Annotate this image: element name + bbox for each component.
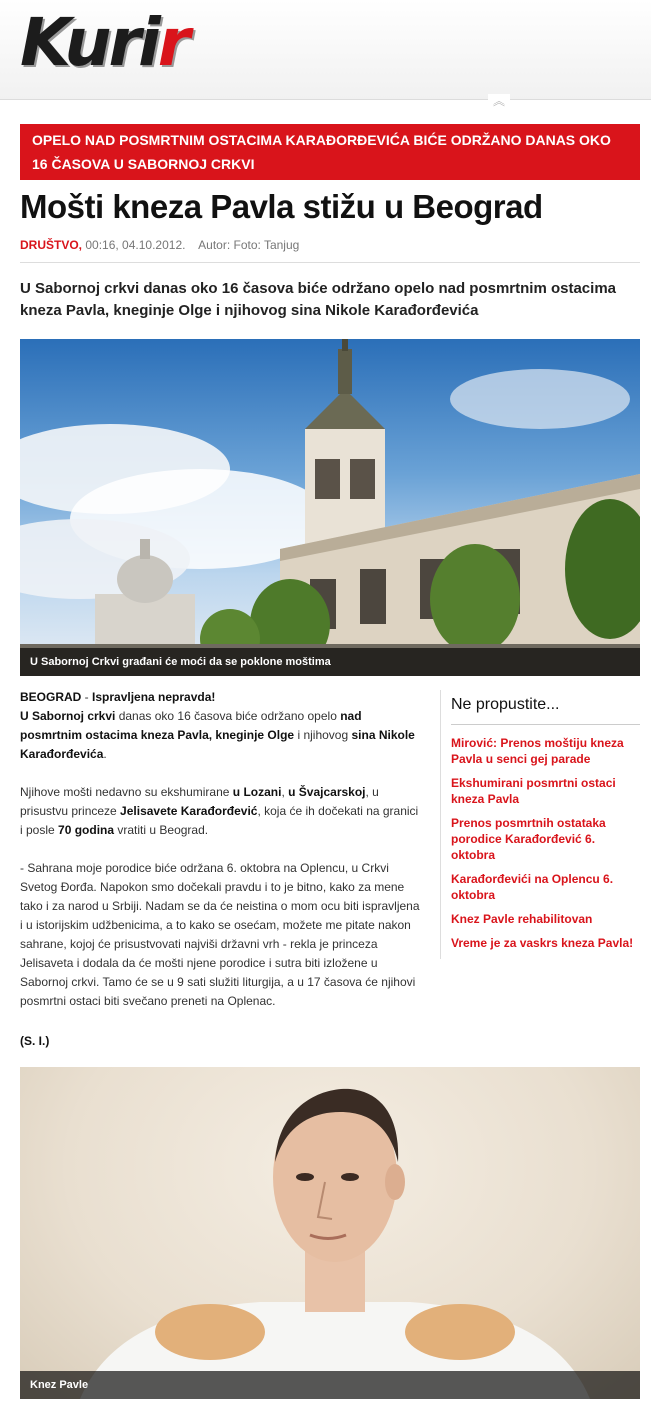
- related-link[interactable]: Vreme je za vaskrs kneza Pavla!: [451, 936, 634, 950]
- site-logo[interactable]: Kurir: [20, 4, 188, 81]
- article-author: Autor: Foto: Tanjug: [198, 238, 300, 252]
- sidebar-title: Ne propustite...: [451, 690, 640, 725]
- category-link[interactable]: DRUŠTVO,: [20, 238, 83, 252]
- portrait-illustration: [20, 1067, 640, 1399]
- related-sidebar: [440, 690, 640, 959]
- related-link[interactable]: Mirović: Prenos moštiju kneza Pavla u senci gej parade: [451, 736, 624, 766]
- paragraph-2: Njihove mošti nedavno su ekshumirane u Lozani, u Švajcarskoj, u prisustvu princeze Jelisavete Karađorđević, koja će ih dočekati na granici i posle 70 godina vratiti u Beograd.: [20, 785, 419, 837]
- related-link[interactable]: Ekshumirani posmrtni ostaci kneza Pavla: [451, 776, 616, 806]
- related-link[interactable]: Prenos posmrtnih ostataka porodice Karađorđević 6. oktobra: [451, 816, 606, 862]
- divider: [20, 262, 640, 263]
- collapse-header-icon[interactable]: ︽: [488, 94, 510, 108]
- article-lead: U Sabornoj crkvi danas oko 16 časova biće održano opelo nad posmrtnim ostacima kneza Pavla, kneginje Olge i njihovog sina Nikole Karađorđevića: [20, 280, 617, 319]
- related-link[interactable]: Knez Pavle rehabilitovan: [451, 912, 593, 926]
- cathedral-illustration: [20, 339, 640, 676]
- related-link[interactable]: Karađorđevići na Oplencu 6. oktobra: [451, 872, 614, 902]
- article-datetime: 00:16, 04.10.2012.: [85, 238, 186, 252]
- portrait-photo: [20, 1067, 640, 1399]
- article-body: [20, 688, 422, 1030]
- paragraph-3: - Sahrana moje porodice biće održana 6. oktobra na Oplencu, u Crkvi Svetog Đorđa. Napokon smo dočekali pravdu i to je bitno, kako za mene tako i za narod u Srbiji. Nadam se da će neistina o mom ocu biti ispravljena i u istorijskim udžbenicima, a to kako se osećam, možete me pitate nakon sahrane, kojoj će prisustvovati najviši državni vrh - rekla je princeza Jelisaveta i dodala da će mošti njene porodice i sutra biti izložene u Sabornoj crkvi. Tamo će se u 9 sati služiti liturgija, a u 17 časova će njihovi posmrtni ostaci biti svečano preneti na Oplenac.: [20, 861, 420, 1008]
- article-title: Mošti kneza Pavla stižu u Beograd: [20, 188, 543, 225]
- site-header: [0, 0, 651, 108]
- photo-caption: Knez Pavle: [20, 1371, 640, 1399]
- cathedral-photo: [20, 339, 640, 676]
- breaking-news-banner[interactable]: OPELO NAD POSMRTNIM OSTACIMA KARAĐORĐEVIĆA BIĆE ODRŽANO DANAS OKO 16 ČASOVA U SABORNOJ CRKVI: [20, 124, 640, 180]
- photo-caption: U Sabornoj Crkvi građani će moći da se poklone moštima: [20, 648, 640, 676]
- author-signature: (S. I.): [20, 1034, 50, 1048]
- paragraph-1: BEOGRAD - Ispravljena nepravda! U Sabornoj crkvi danas oko 16 časova biće održano opelo nad posmrtnim ostacima kneza Pavla, kneginje Olge i njihovog sina Nikole Karađorđevića.: [20, 690, 415, 761]
- article-meta: [20, 238, 299, 252]
